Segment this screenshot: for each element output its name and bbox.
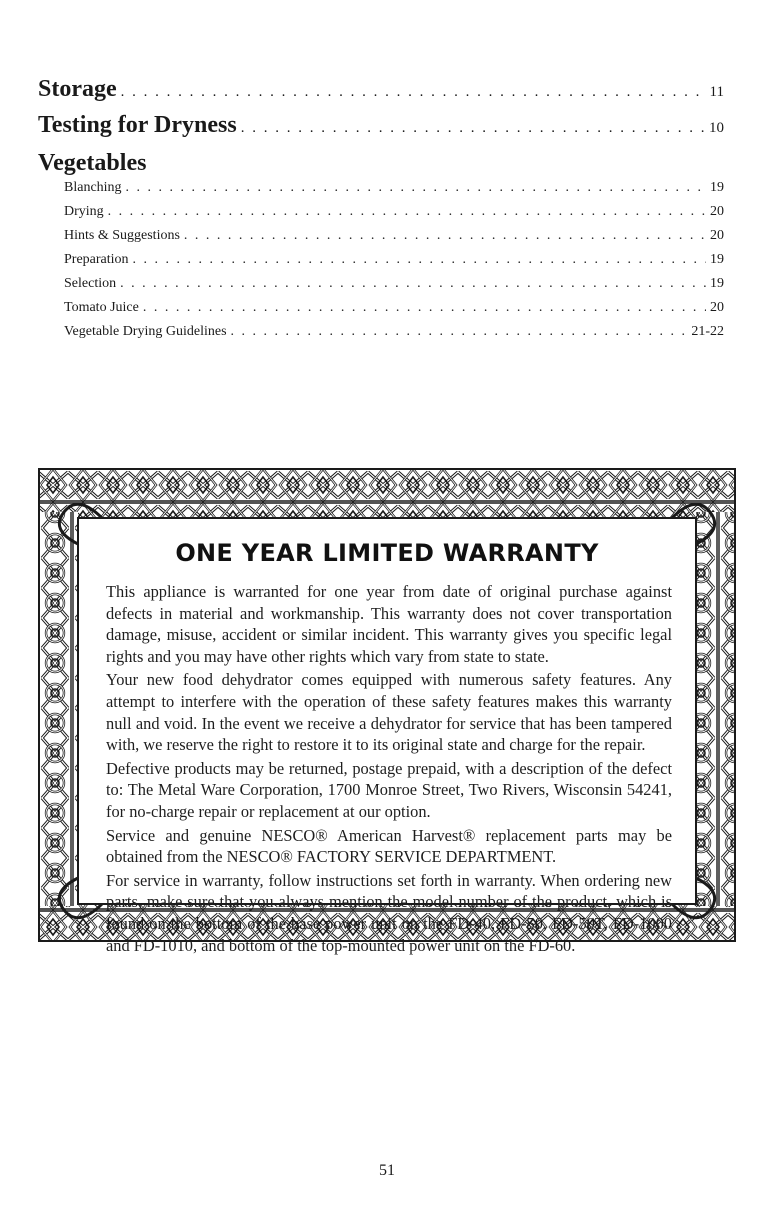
dot-leader (184, 228, 706, 244)
index-entry-storage (38, 76, 724, 112)
index-entry-page: 10 (709, 120, 724, 136)
index-subentry (38, 324, 724, 348)
index-subentry-page: 20 (710, 300, 724, 315)
index-list (38, 76, 724, 348)
dot-leader (120, 276, 706, 292)
index-subentry (38, 228, 724, 252)
page-number: 51 (379, 1162, 395, 1179)
index-subentry (38, 204, 724, 228)
index-subentry-label: Preparation (64, 252, 129, 267)
dot-leader (143, 300, 706, 316)
index-subentry-label: Vegetable Drying Guidelines (64, 324, 227, 339)
index-subentry (38, 180, 724, 204)
index-entry-label: Testing for Dryness (38, 112, 237, 138)
dot-leader (121, 84, 706, 101)
index-subentry-label: Drying (64, 204, 104, 219)
index-subentry-label: Tomato Juice (64, 300, 139, 315)
index-subentry (38, 252, 724, 276)
warranty-paragraph: For service in warranty, follow instructions set forth in warranty. When ordering new parts, make sure that you always mention the model number of the product, which is found on the bottom of the base power unit on the FD-40, FD-50, FD-50T, FD-1000 and FD-1010, and bottom of the top-mounted power unit on the FD-60. (106, 870, 672, 955)
dot-leader (108, 204, 706, 220)
index-subentry-label: Hints & Suggestions (64, 228, 180, 243)
index-subentry-page: 19 (710, 252, 724, 267)
index-subentry-page: 20 (710, 228, 724, 243)
index-section-title: Vegetables (38, 150, 147, 176)
warranty-paragraph: Service and genuine NESCO® American Harvest® replacement parts may be obtained from the NESCO® FACTORY SERVICE DEPARTMENT. (106, 825, 672, 867)
dot-leader (126, 180, 706, 196)
warranty-paragraph: Your new food dehydrator comes equipped with numerous safety features. Any attempt to interfere with the operation of these safety features makes this warranty null and void. In the event we receive a dehydrator for service that has been tampered with, we reserve the right to restore it to its original state and charge for the repair. (106, 670, 672, 755)
index-subentry (38, 300, 724, 324)
index-subentry-page: 19 (710, 276, 724, 291)
warranty-title: ONE YEAR LIMITED WARRANTY (175, 539, 599, 567)
dot-leader (241, 120, 705, 137)
dot-leader (231, 324, 688, 340)
warranty-text (106, 581, 672, 958)
warranty-paragraph: Defective products may be returned, postage prepaid, with a description of the defect to: The Metal Ware Corporation, 1700 Monroe Street, Two Rivers, Wisconsin 54241, for no-charge repair or replacement at our option. (106, 758, 672, 821)
index-entry-page: 11 (709, 84, 724, 100)
warranty-box (38, 468, 736, 955)
index-entry-label: Storage (38, 76, 117, 102)
index-subentry-page: 21-22 (691, 324, 724, 339)
index-entry-testing-for-dryness (38, 112, 724, 148)
index-subentry-label: Blanching (64, 180, 122, 195)
warranty-paragraph: This appliance is warranted for one year from date of original purchase against defects in material and workmanship. This warranty does not cover transportation damage, misuse, accident or similar incident. This warranty gives you specific legal rights and you may have other rights which vary from state to state. (106, 582, 672, 666)
index-subentry-label: Selection (64, 276, 117, 291)
index-subentry (38, 276, 724, 300)
index-subentry-page: 20 (710, 204, 724, 219)
dot-leader (133, 252, 706, 268)
index-subentry-page: 19 (710, 180, 724, 195)
